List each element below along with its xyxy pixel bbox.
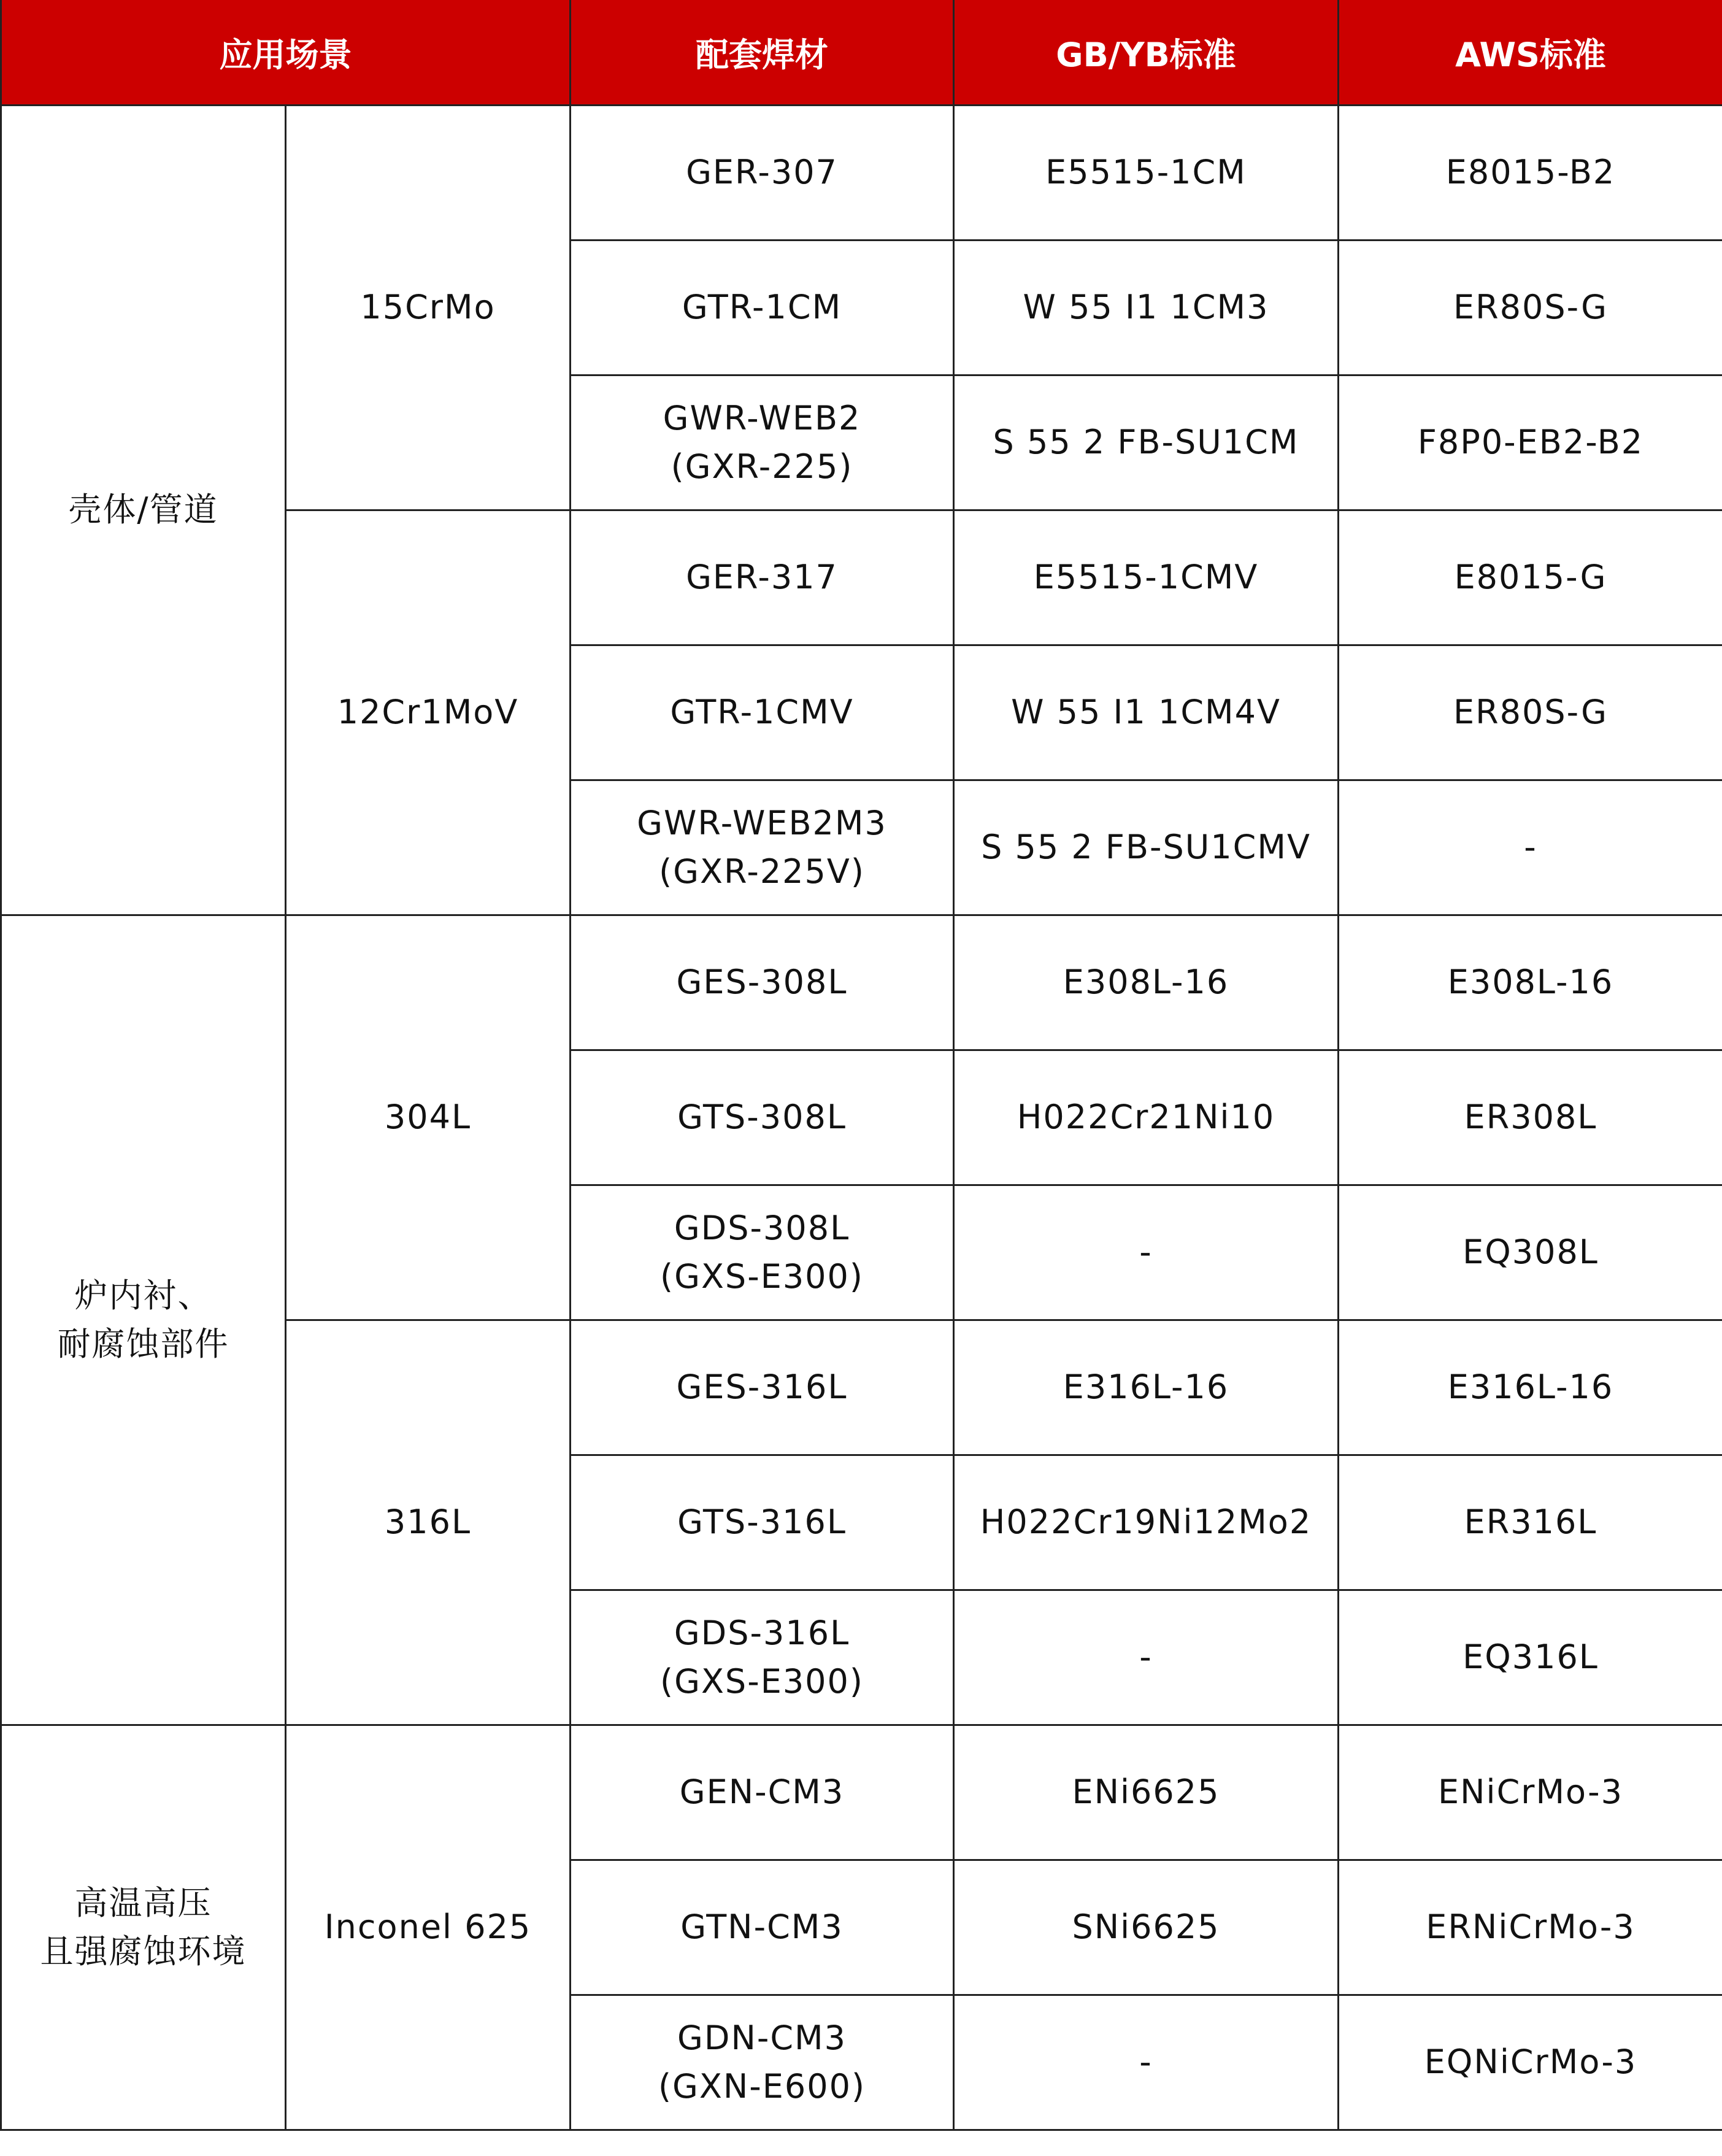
- filler-cell: GDS-308L (GXS-E300): [571, 1185, 954, 1320]
- gb-yb-standard-cell: S 55 2 FB-SU1CMV: [954, 780, 1339, 915]
- table-row: [1, 1725, 1722, 1860]
- gb-yb-standard-cell: H022Cr19Ni12Mo2: [954, 1455, 1339, 1590]
- aws-standard-cell: EQNiCrMo-3: [1339, 1995, 1722, 2130]
- gb-yb-standard-cell: ENi6625: [954, 1725, 1339, 1860]
- filler-cell: GEN-CM3: [571, 1725, 954, 1860]
- filler-cell: GTR-1CM: [571, 241, 954, 375]
- aws-standard-cell: EQ308L: [1339, 1185, 1722, 1320]
- base-material-cell: Inconel 625: [286, 1725, 571, 2130]
- aws-standard-cell: ENiCrMo-3: [1339, 1725, 1722, 1860]
- gb-yb-standard-cell: W 55 I1 1CM3: [954, 241, 1339, 375]
- filler-cell: GTN-CM3: [571, 1860, 954, 1995]
- base-material-cell: 12Cr1MoV: [286, 510, 571, 915]
- gb-yb-standard-cell: E5515-1CMV: [954, 510, 1339, 645]
- gb-yb-standard-cell: S 55 2 FB-SU1CM: [954, 375, 1339, 510]
- aws-standard-cell: ER308L: [1339, 1050, 1722, 1185]
- aws-standard-cell: E308L-16: [1339, 915, 1722, 1050]
- filler-cell: GDS-316L (GXS-E300): [571, 1590, 954, 1725]
- table-header: [1, 0, 1722, 106]
- header-gb-yb-standard: GB/YB标准: [954, 0, 1339, 106]
- gb-yb-standard-cell: -: [954, 1590, 1339, 1725]
- filler-cell: GWR-WEB2M3 (GXR-225V): [571, 780, 954, 915]
- filler-cell: GTS-308L: [571, 1050, 954, 1185]
- filler-cell: GER-307: [571, 106, 954, 241]
- aws-standard-cell: ER80S-G: [1339, 645, 1722, 780]
- aws-standard-cell: ER316L: [1339, 1455, 1722, 1590]
- application-scene-cell: 高温高压 且强腐蚀环境: [1, 1725, 286, 2130]
- filler-cell: GES-316L: [571, 1320, 954, 1455]
- filler-cell: GTS-316L: [571, 1455, 954, 1590]
- table-body: [1, 106, 1722, 2130]
- header-application-scene: 应用场景: [1, 0, 571, 106]
- table-row: [1, 915, 1722, 1050]
- application-scene-cell: 壳体/管道: [1, 106, 286, 915]
- filler-cell: GTR-1CMV: [571, 645, 954, 780]
- gb-yb-standard-cell: H022Cr21Ni10: [954, 1050, 1339, 1185]
- aws-standard-cell: EQ316L: [1339, 1590, 1722, 1725]
- table-row: [1, 106, 1722, 241]
- application-scene-cell: 炉内衬、 耐腐蚀部件: [1, 915, 286, 1725]
- aws-standard-cell: E316L-16: [1339, 1320, 1722, 1455]
- base-material-cell: 15CrMo: [286, 106, 571, 510]
- gb-yb-standard-cell: W 55 I1 1CM4V: [954, 645, 1339, 780]
- filler-cell: GES-308L: [571, 915, 954, 1050]
- aws-standard-cell: E8015-G: [1339, 510, 1722, 645]
- gb-yb-standard-cell: E316L-16: [954, 1320, 1339, 1455]
- aws-standard-cell: E8015-B2: [1339, 106, 1722, 241]
- filler-cell: GER-317: [571, 510, 954, 645]
- filler-cell: GDN-CM3 (GXN-E600): [571, 1995, 954, 2130]
- aws-standard-cell: ER80S-G: [1339, 241, 1722, 375]
- header-filler: 配套焊材: [571, 0, 954, 106]
- base-material-cell: 304L: [286, 915, 571, 1320]
- gb-yb-standard-cell: -: [954, 1995, 1339, 2130]
- gb-yb-standard-cell: SNi6625: [954, 1860, 1339, 1995]
- header-aws-standard: AWS标准: [1339, 0, 1722, 106]
- gb-yb-standard-cell: E5515-1CM: [954, 106, 1339, 241]
- gb-yb-standard-cell: E308L-16: [954, 915, 1339, 1050]
- gb-yb-standard-cell: -: [954, 1185, 1339, 1320]
- base-material-cell: 316L: [286, 1320, 571, 1725]
- aws-standard-cell: -: [1339, 780, 1722, 915]
- aws-standard-cell: ERNiCrMo-3: [1339, 1860, 1722, 1995]
- filler-cell: GWR-WEB2 (GXR-225): [571, 375, 954, 510]
- aws-standard-cell: F8P0-EB2-B2: [1339, 375, 1722, 510]
